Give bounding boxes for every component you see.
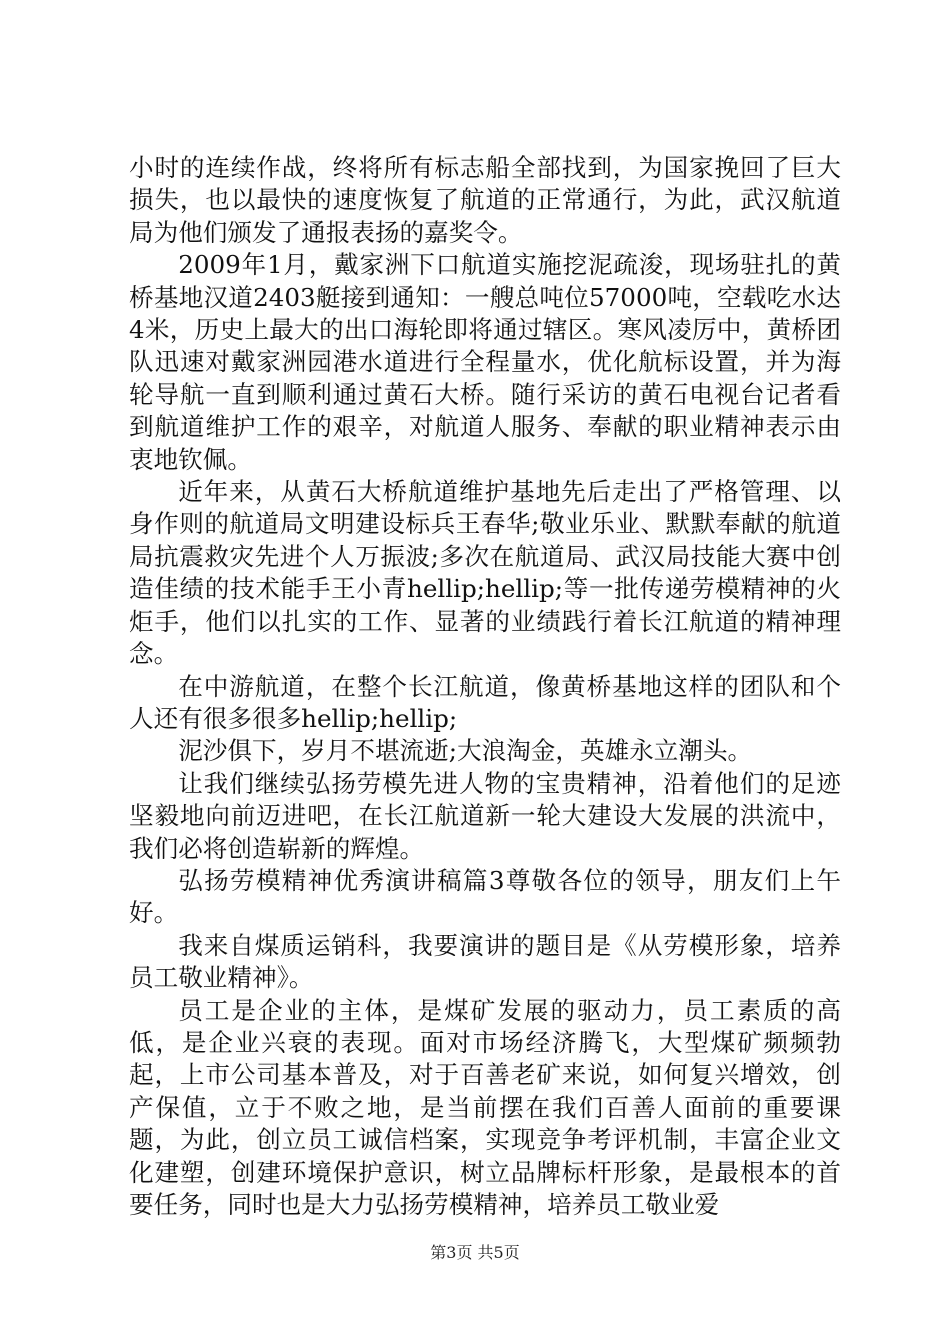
paragraph: 泥沙俱下，岁月不堪流逝;大浪淘金，英雄永立潮头。	[178, 736, 753, 766]
page-footer: 第3页 共5页	[430, 1243, 520, 1262]
document-body	[129, 152, 841, 1221]
paragraph: 让我们继续弘扬劳模先进人物的宝贵精神，沿着他们的足迹坚毅地向前迈进吧，在长江航道新一轮大建设大发展的洪流中，我们必将创造崭新的辉煌。	[129, 768, 841, 863]
paragraph: 在中游航道，在整个长江航道，像黄桥基地这样的团队和个人还有很多很多hellip;hellip;	[129, 671, 841, 733]
paragraph: 我来自煤质运销科，我要演讲的题目是《从劳模形象，培养员工敬业精神》。	[129, 930, 841, 993]
paragraph: 弘扬劳模精神优秀演讲稿篇3尊敬各位的领导，朋友们上午好。	[129, 865, 841, 928]
paragraph: 小时的连续作战，终将所有标志船全部找到，为国家挽回了巨大损失，也以最快的速度恢复了航道的正常通行，为此，武汉航道局为他们颁发了通报表扬的嘉奖令。	[129, 153, 841, 247]
paragraph: 2009年1月，戴家洲下口航道实施挖泥疏浚，现场驻扎的黄桥基地汉道2403艇接到通知：一艘总吨位57000吨，空载吃水达4米，历史上最大的出口海轮即将通过辖区。寒风凌厉中，黄桥团队迅速对戴家洲园港水道进行全程量水，优化航标设置，并为海轮导航一直到顺利通过黄石大桥。随行采访的黄石电视台记者看到航道维护工作的艰辛，对航道人服务、奉献的职业精神表示由衷地钦佩。	[129, 250, 841, 474]
paragraph: 员工是企业的主体，是煤矿发展的驱动力，员工素质的高低，是企业兴衰的表现。面对市场经济腾飞，大型煤矿频频勃起，上市公司基本普及，对于百善老矿来说，如何复兴增效，创产保值，立于不败之地，是当前摆在我们百善人面前的重要课题，为此，创立员工诚信档案，实现竞争考评机制，丰富企业文化建塑，创建环境保护意识，树立品牌标杆形象，是最根本的首要任务，同时也是大力弘扬劳模精神，培养员工敬业爱	[129, 995, 841, 1219]
paragraph: 近年来，从黄石大桥航道维护基地先后走出了严格管理、以身作则的航道局文明建设标兵王春华;敬业乐业、默默奉献的航道局抗震救灾先进个人万振波;多次在航道局、武汉局技能大赛中创造佳绩的技术能手王小青hellip;hellip;等一批传递劳模精神的火炬手，他们以扎实的工作、显著的业绩践行着长江航道的精神理念。	[129, 477, 841, 669]
